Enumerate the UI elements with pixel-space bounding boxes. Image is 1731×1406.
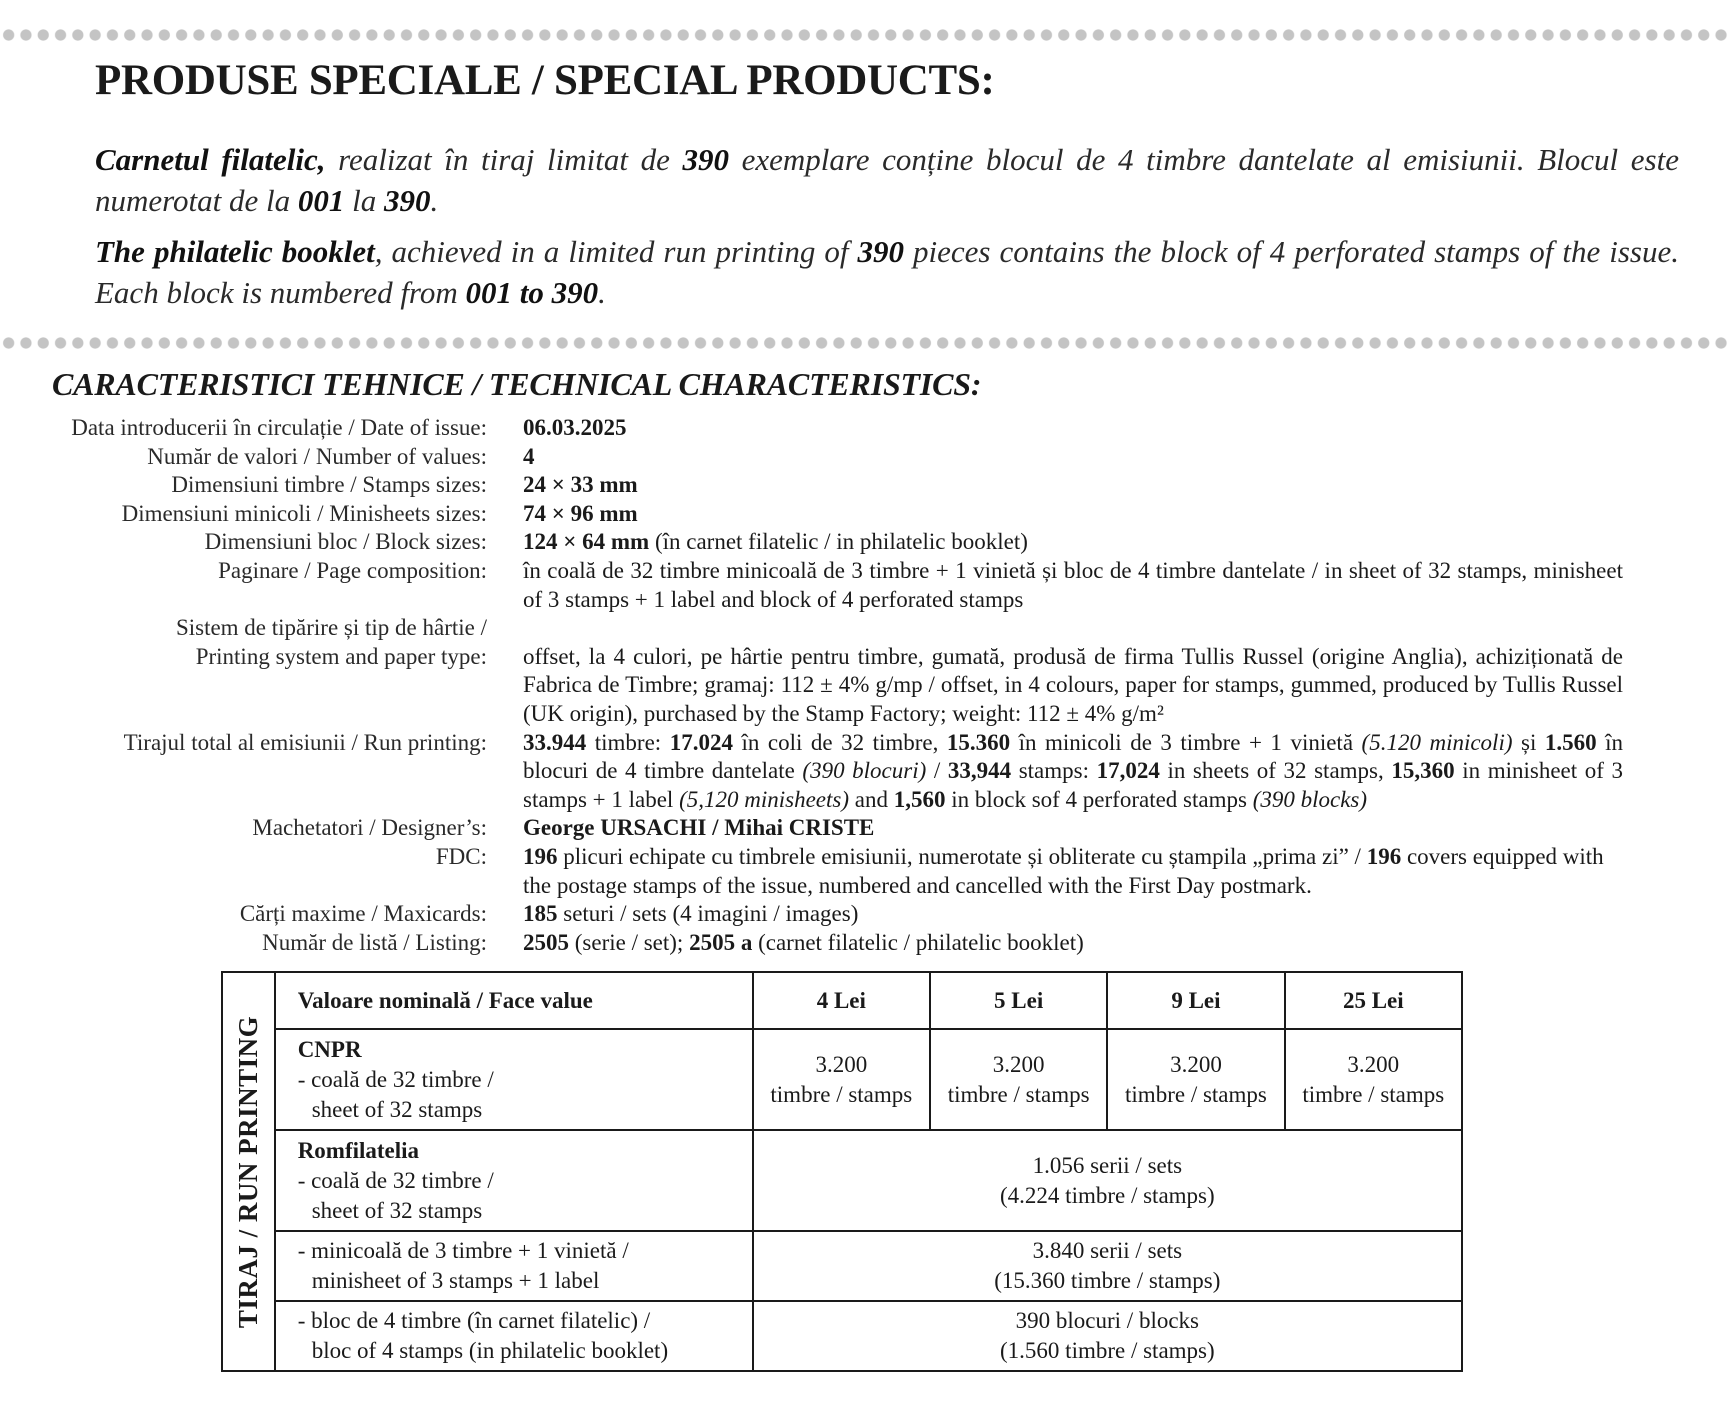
spec-row-block-size: Dimensiuni bloc / Block sizes: 124 × 64 mm (în carnet filatelic / in philatelic booklet): [204, 529, 1028, 555]
table-row-romfilatelia: [222, 1130, 1462, 1231]
face-value-5: 5 Lei: [930, 972, 1107, 1029]
face-value-25: 25 Lei: [1285, 972, 1462, 1029]
romfilatelia-description: Romfilatelia - coală de 32 timbre / sheet of 32 stamps: [275, 1130, 753, 1231]
cnpr-qty-4: 3.200 timbre / stamps: [753, 1029, 930, 1130]
special-products-paragraph-ro: Carnetul filatelic, realizat în tiraj limitat de 390 exemplare conține blocul de 4 timbre dantelate al emisiunii. Blocul este numerotat de la 001 la 390.: [95, 142, 1679, 218]
spec-row-minisheet-size: Dimensiuni minicoli / Minisheets sizes: 74 × 96 mm: [121, 500, 638, 526]
spec-row-values: Număr de valori / Number of values: 4: [147, 443, 535, 469]
spec-row-page-composition: Paginare / Page composition: în coală de 32 timbre minicoală de 3 timbre + 1 vinietă și bloc de 4 timbre dantelate / in sheet of 32 stamps, minisheet of 3 stamps + 1 label and block of 4 perforated stamps: [218, 557, 1623, 612]
spec-row-fdc: FDC: 196 plicuri echipate cu timbrele emisiunii, numerotate și obliterate cu ștampila „prima zi” / 196 covers equipped with the postage stamps of the issue, numbered and cancelled with the First Day postmark.: [435, 843, 1604, 898]
minisheet-qty: 3.840 serii / sets (15.360 timbre / stamps): [753, 1231, 1462, 1301]
block-qty: 390 blocuri / blocks (1.560 timbre / stamps): [753, 1301, 1462, 1371]
cnpr-qty-25: 3.200 timbre / stamps: [1285, 1029, 1462, 1130]
technical-characteristics-title: CARACTERISTICI TEHNICE / TECHNICAL CHARACTERISTICS:: [52, 366, 982, 402]
face-value-header: Valoare nominală / Face value: [275, 972, 753, 1029]
run-printing-side-label: TIRAJ / RUN PRINTING: [233, 1015, 264, 1328]
cnpr-qty-9: 3.200 timbre / stamps: [1107, 1029, 1284, 1130]
minisheet-description: - minicoală de 3 timbre + 1 vinietă / minisheet of 3 stamps + 1 label: [275, 1231, 753, 1301]
spec-row-printing-label: Sistem de tipărire și tip de hârtie /: [175, 615, 487, 641]
table-row-block: [222, 1301, 1462, 1371]
spec-row-date: Data introducerii în circulație / Date of issue: 06.03.2025: [71, 415, 627, 440]
spec-row-printing-system: Printing system and paper type: offset, la 4 culori, pe hârtie pentru timbre, gumată, produsă de firma Tullis Russel (origine Anglia), achiziționată de Fabrica de Timbre; gramaj: 112 ± 4% g/mp / offset, in 4 colours, paper for stamps, gummed, produced by Tullis Russel (UK origin), purchased by the Stamp Factory; weight: 112 ± 4% g/m²: [195, 643, 1623, 726]
romfilatelia-qty: 1.056 serii / sets (4.224 timbre / stamps): [753, 1130, 1462, 1231]
spec-row-stamp-size: Dimensiuni timbre / Stamps sizes: 24 × 33 mm: [171, 472, 638, 498]
spec-row-run-printing: Tirajul total al emisiunii / Run printing: 33.944 timbre: 17.024 în coli de 32 timbre, 15.360 în minicoli de 3 timbre + 1 vinietă (5.120 minicoli) și 1.560 în blocuri de 4 timbre dantelate (390 blocuri) / 33,944 stamps: 17,024 in sheets of 32 stamps, 15,360 in minisheet of 3 stamps + 1 label (5,120 minisheets) and 1,560 in block sof 4 perforated stamps (390 blocks): [123, 729, 1624, 812]
table-row-minisheet: [222, 1231, 1462, 1301]
block-description: - bloc de 4 timbre (în carnet filatelic) / bloc of 4 stamps (in philatelic booklet): [275, 1301, 753, 1371]
face-value-9: 9 Lei: [1107, 972, 1284, 1029]
special-products-paragraph-en: The philatelic booklet, achieved in a limited run printing of 390 pieces contains the block of 4 perforated stamps of the issue. Each block is numbered from 001 to 390.: [95, 234, 1679, 310]
spec-row-maxicards: Cărți maxime / Maxicards: 185 seturi / sets (4 imagini / images): [239, 901, 859, 927]
face-value-4: 4 Lei: [753, 972, 930, 1029]
dotted-divider-top: [0, 28, 1731, 42]
run-printing-table: [221, 971, 1463, 1372]
table-row-cnpr: [222, 1029, 1462, 1130]
dotted-divider-middle: [0, 336, 1731, 350]
run-printing-side-cell: [222, 972, 275, 1371]
technical-specs-list: [0, 414, 1731, 957]
special-products-title: PRODUSE SPECIALE / SPECIAL PRODUCTS:: [95, 57, 995, 104]
spec-row-listing: Număr de listă / Listing: 2505 (serie / set); 2505 a (carnet filatelic / philatelic booklet): [262, 929, 1084, 955]
cnpr-qty-5: 3.200 timbre / stamps: [930, 1029, 1107, 1130]
spec-row-designers: Machetatori / Designer’s: George URSACHI / Mihai CRISTE: [252, 815, 875, 841]
cnpr-description: CNPR - coală de 32 timbre / sheet of 32 stamps: [275, 1029, 753, 1130]
table-header-row: [222, 972, 1462, 1029]
